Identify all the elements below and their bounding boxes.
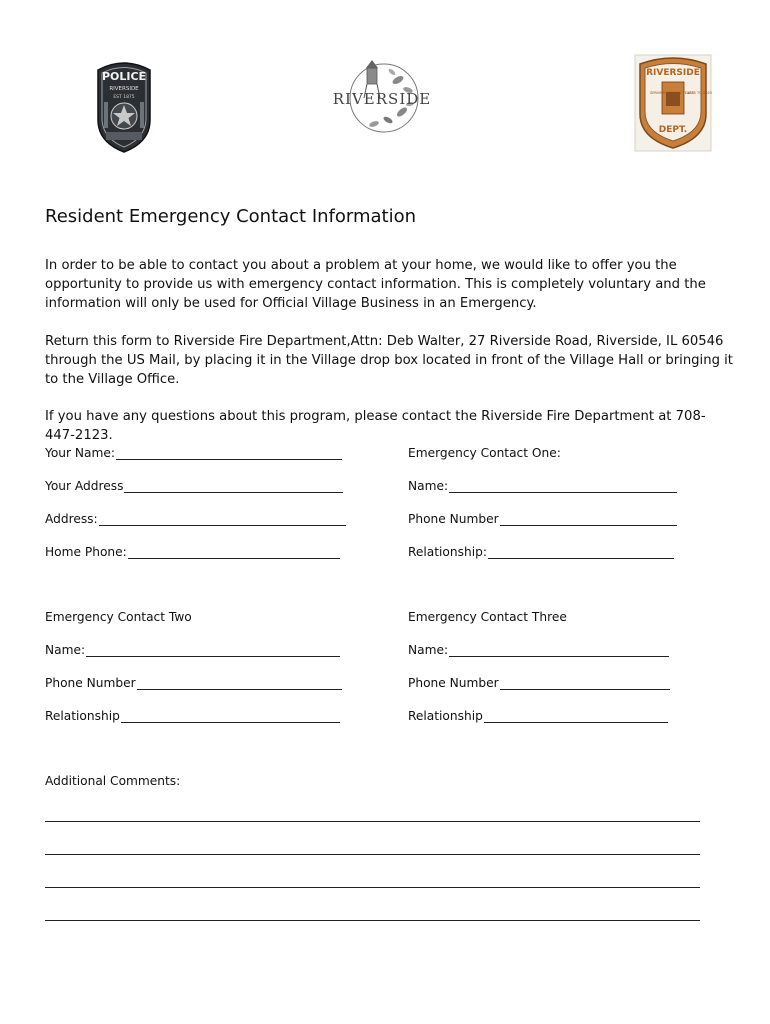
contact-two-phone-label: Phone Number — [45, 676, 136, 690]
contact-two-name-label: Name: — [45, 643, 86, 657]
contact-two-name-line[interactable] — [86, 643, 340, 657]
your-name-label: Your Name: — [45, 446, 115, 460]
svg-text:RIVERSIDE: RIVERSIDE — [332, 90, 430, 108]
your-address-line[interactable] — [124, 479, 343, 493]
additional-comments-label — [45, 774, 180, 788]
your-address-field[interactable] — [45, 479, 343, 493]
svg-text:POLICE: POLICE — [101, 70, 147, 83]
svg-text:SERVING FOR 150 YEARS: SERVING FOR 150 YEARS — [650, 91, 695, 95]
contact-two-name-field[interactable] — [45, 643, 340, 657]
comment-line-3[interactable] — [45, 887, 700, 888]
intro-paragraph: In order to be able to contact you about a problem at your home, we would like to offer you the opportunity to provide us with emergency contact information. This is completely voluntary and the information will only be used for Official Village Business in an Emergency. — [45, 258, 706, 311]
contact-three-relationship-field[interactable] — [408, 709, 668, 723]
contact-one-heading — [408, 446, 561, 460]
contact-two-phone-line[interactable] — [137, 676, 342, 690]
your-address-label: Your Address — [45, 479, 124, 493]
contact-one-name-field[interactable] — [408, 479, 677, 493]
contact-two-phone-field[interactable] — [45, 676, 342, 690]
your-name-field[interactable] — [45, 446, 342, 460]
contact-three-heading-text: Emergency Contact Three — [408, 610, 567, 624]
contact-three-name-label: Name: — [408, 643, 449, 657]
contact-one-relationship-field[interactable] — [408, 545, 674, 559]
riverside-village-logo — [332, 54, 430, 144]
your-name-line[interactable] — [116, 446, 342, 460]
home-phone-field[interactable] — [45, 545, 340, 559]
home-phone-label: Home Phone: — [45, 545, 127, 559]
comment-line-4[interactable] — [45, 920, 700, 921]
home-phone-line[interactable] — [128, 545, 340, 559]
svg-text:1875 TO 2025: 1875 TO 2025 — [687, 91, 712, 95]
additional-comments-label-text: Additional Comments: — [45, 774, 181, 788]
contact-one-relationship-label: Relationship: — [408, 545, 487, 559]
fire-department-badge-logo — [634, 54, 712, 152]
contact-three-heading — [408, 610, 567, 624]
address-field[interactable] — [45, 512, 346, 526]
contact-one-name-label: Name: — [408, 479, 449, 493]
contact-two-heading-text: Emergency Contact Two — [45, 610, 192, 624]
contact-three-phone-label: Phone Number — [408, 676, 499, 690]
svg-text:RIVERSIDE: RIVERSIDE — [646, 68, 700, 78]
comment-line-2[interactable] — [45, 854, 700, 855]
contact-three-relationship-label: Relationship — [408, 709, 483, 723]
contact-two-relationship-line[interactable] — [121, 709, 340, 723]
contact-one-heading-text: Emergency Contact One: — [408, 446, 561, 460]
svg-text:DEPT.: DEPT. — [658, 125, 688, 135]
contact-three-name-field[interactable] — [408, 643, 669, 657]
contact-three-relationship-line[interactable] — [484, 709, 668, 723]
contact-one-name-line[interactable] — [449, 479, 677, 493]
contact-three-phone-line[interactable] — [500, 676, 670, 690]
contact-one-phone-line[interactable] — [500, 512, 677, 526]
return-instructions-paragraph: Return this form to Riverside Fire Department,Attn: Deb Walter, 27 Riverside Road, Riverside, IL 60546 through the US Mail, by placing it in the Village drop box located in front of the Village Hall or bringing it to the Village Office. — [45, 334, 733, 387]
address-line[interactable] — [99, 512, 346, 526]
contact-three-name-line[interactable] — [449, 643, 669, 657]
contact-one-relationship-line[interactable] — [488, 545, 674, 559]
contact-three-phone-field[interactable] — [408, 676, 670, 690]
svg-text:EST 1875: EST 1875 — [113, 95, 135, 100]
contact-two-relationship-field[interactable] — [45, 709, 340, 723]
police-badge-logo — [92, 58, 156, 153]
comment-line-1[interactable] — [45, 821, 700, 822]
svg-text:RIVERSIDE: RIVERSIDE — [109, 86, 139, 92]
contact-one-phone-field[interactable] — [408, 512, 677, 526]
address-label: Address: — [45, 512, 98, 526]
contact-two-relationship-label: Relationship — [45, 709, 120, 723]
form-title: Resident Emergency Contact Information — [45, 206, 417, 227]
contact-two-heading — [45, 610, 192, 624]
contact-one-phone-label: Phone Number — [408, 512, 499, 526]
questions-paragraph: If you have any questions about this program, please contact the Riverside Fire Department at 708-447-2123. — [45, 409, 706, 443]
